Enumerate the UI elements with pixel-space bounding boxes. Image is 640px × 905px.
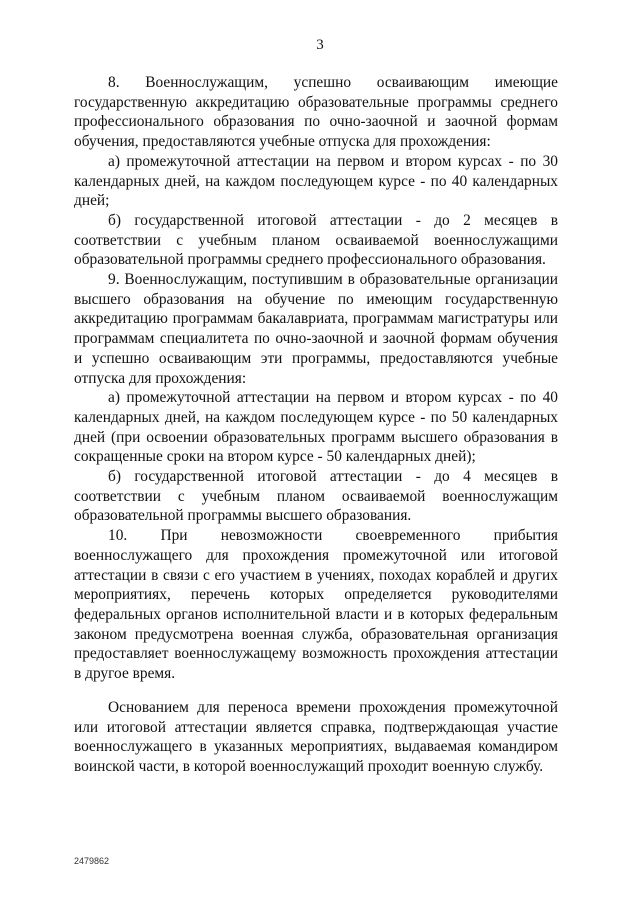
document-body: [74, 73, 558, 777]
paragraph-8: 8. Военнослужащим, успешно осваивающим имеющие государственную аккредитацию образовательные программы среднего профессионального образования по очно-заочной и заочной формам обучения, предоставляются учебные отпуска для прохождения:: [74, 74, 558, 151]
paragraph-10: 10. При невозможности своевременного прибытия военнослужащего для прохождения промежуточной или итоговой аттестации в связи с его участием в учениях, походах кораблей и других мероприятиях, перечень которых определяется руководителями федеральных органов исполнительной власти и в которых федеральным законом предусмотрена военная служба, образовательная организация предоставляет военнослужащему возможность прохождения аттестации в другое время.: [74, 527, 558, 683]
paragraph-9: 9. Военнослужащим, поступившим в образовательные организации высшего образования на обучение по имеющим государственную аккредитацию программам бакалавриата, программам магистратуры или программам специалитета по очно-заочной и заочной формам обучения и успешно осваивающим эти программы, предоставляются учебные отпуска для прохождения:: [74, 271, 558, 387]
paragraph-8-a: а) промежуточной аттестации на первом и втором курсах - по 30 календарных дней, на каждом последующем курсе - по 40 календарных дней;: [74, 152, 558, 210]
document-code: 2479862: [74, 856, 110, 866]
paragraph-basis: Основанием для переноса времени прохождения промежуточной или итоговой аттестации является справка, подтверждающая участие военнослужащего в указанных мероприятиях, выдаваемая командиром воинской части, в которой военнослужащий проходит военную службу.: [74, 698, 558, 775]
page-number: 3: [316, 37, 324, 53]
paragraph-9-a: а) промежуточной аттестации на первом и втором курсах - по 40 календарных дней, на каждом последующем курсе - по 50 календарных дней (при освоении образовательных программ высшего образования в сокращенные сроки на втором курсе - 50 календарных дней);: [74, 389, 558, 466]
paragraph-9-b: б) государственной итоговой аттестации - до 4 месяцев в соответствии с учебным планом осваиваемой военнослужащим образовательной программы высшего образования.: [74, 468, 558, 525]
paragraph-8-b: б) государственной итоговой аттестации - до 2 месяцев в соответствии с учебным планом осваиваемой военнослужащими образовательной программы среднего профессионального образования.: [74, 211, 558, 269]
